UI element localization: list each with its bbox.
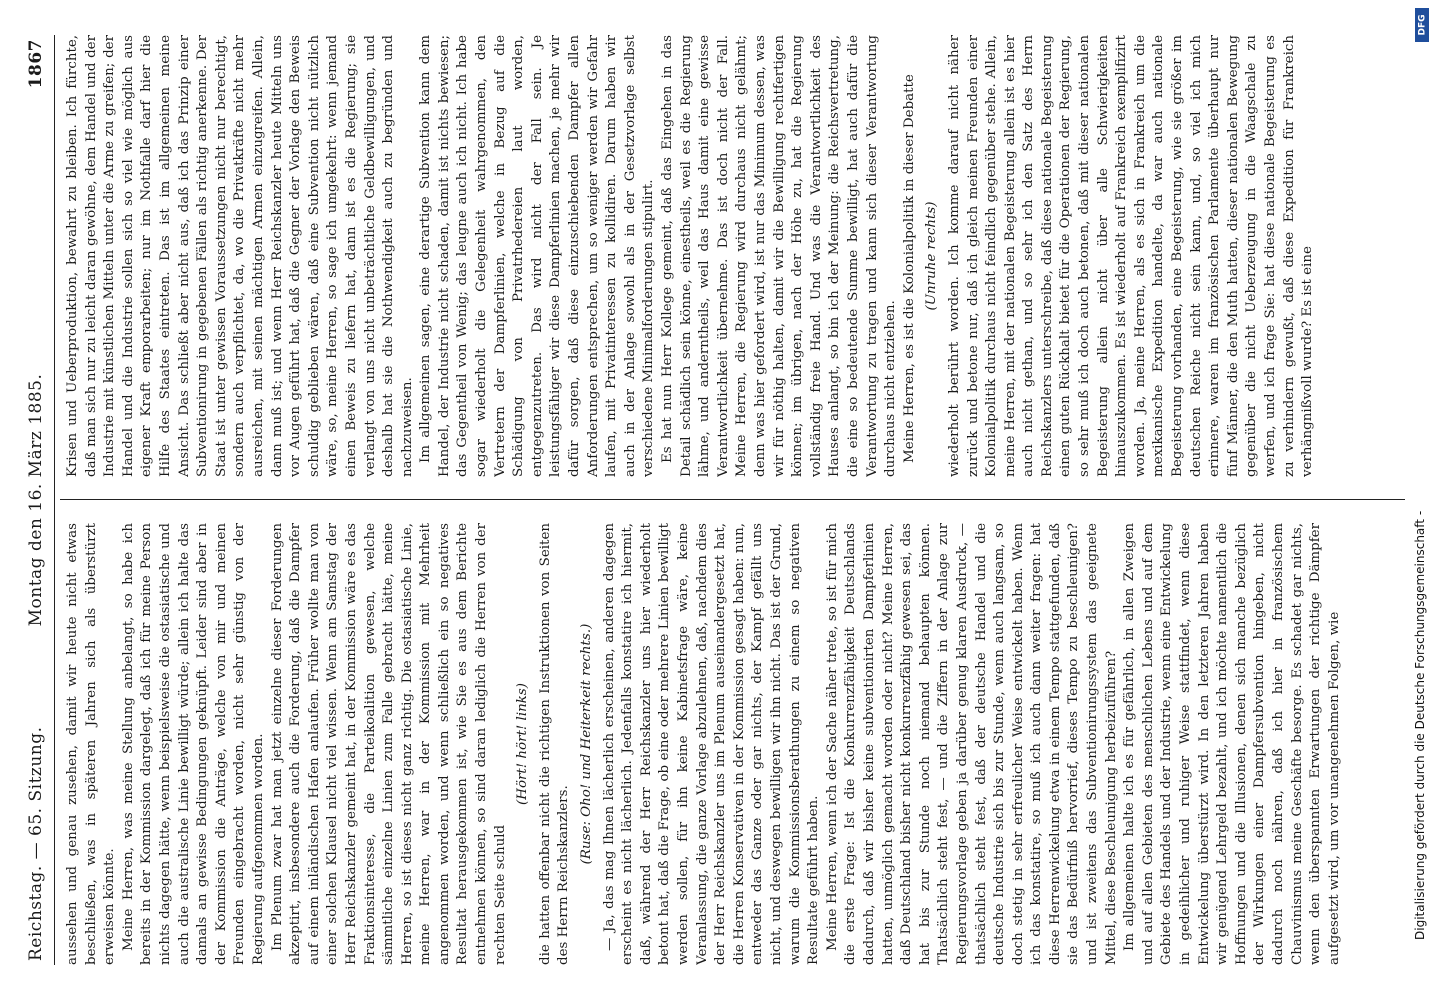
interjection: (Unruhe rechts) bbox=[924, 201, 940, 311]
paragraph: Im Plenum zwar hat man jetzt einzelne dieser Forderungen akzeptirt, insbesondere auch die Forderung, daß die Dampfer auf einem inländischen Hafen anlaufen. Früher wollte man von einer solchen Klausel nicht viel wissen. Wenn am Samstag der Herr Reichskanzler gemeint hat, in der Kommission wäre es das Fraktionsinteresse, die Parteikoalition gewesen, welche sämmtliche einzelne Linien zum Falle gebracht hätte, meine Herren, so ist dieses nicht ganz richtig. Die ostasiatische Linie, meine Herren, war in der Kommission mit Mehrheit angenommen worden, und wenn schließlich ein so negatives Resultat herausgekommen ist, wie Sie es aus dem Berichte entnehmen können, so sind daran lediglich die Herren von der rechten Seite schuld bbox=[269, 523, 508, 965]
paragraph: aussehen und genau zusehen, damit wir heute nicht etwas beschließen, was in späteren Jahren sich als überstürzt erweisen könnte. bbox=[65, 523, 118, 965]
digitization-credit-text: Digitalisierung gefördert durch die Deutsche Forschungsgemeinschaft - bbox=[1413, 510, 1427, 940]
left-column bbox=[64, 523, 1404, 965]
paragraph: Krisen und Ueberproduktion, bewahrt zu bleiben. Ich fürchte, daß man sich nur zu leicht daran gewöhne, dem Handel und der Industrie mit künstlichen Mitteln unter die Arme zu greifen; der Handel und die Industrie sollen sich so viel wie möglich aus eigener Kraft emporarbeiten; nur im Nothfalle darf hier die Hilfe des Staates eintreten. Das ist im allgemeinen meine Ansicht. Das schließt aber nicht aus, daß ich das Prinzip einer Subventionirung in gegebenen Fällen als richtig anerkenne. Der Staat ist unter gewissen Voraussetzungen nicht nur berechtigt, sondern auch verpflichtet, da, wo die Privatkräfte nicht mehr ausreichen, mit seinen mächtigen Armen einzugreifen. Allein, dann muß ist; und wenn Herr Reichskanzler heute Mitteln uns vor Augen geführt hat, daß die Gegner der Vorlage den Beweis schuldig geblieben wären, daß eine Subvention nicht nützlich wäre, so, meine Herren, so sage ich umgekehrt: wenn jemand einen Beweis zu liefern hat, dann ist es die Regierung; sie verlangt von uns nicht unbeträchtliche Geldbewilligungen, und deshalb hat sie die Nothwendigkeit auch zu begründen und nachzuweisen. bbox=[65, 35, 415, 477]
header-session: Reichstag. — 65. Sitzung. bbox=[26, 726, 46, 961]
paragraph: wiederholt berührt worden. Ich komme darauf nicht näher zurück und betone nur, daß ich gleich meinen Freunden einer Kolonialpolitik durchaus nicht feindlich gegenüber stehe. Allein, meine Herren, mit der nationalen Begeisterung allein ist es hier auch nicht gethan, und so sehr ich den Satz des Herrn Reichskanzlers unterschreibe, daß diese nationale Begeisterung einen guten Rückhalt bietet für die Operationen der Regierung, so sehr muß ich doch auch betonen, daß mit dieser nationalen Begeisterung allein nicht über alle Schwierigkeiten hinauszukommen. Es ist wiederholt auf Frankreich exemplifizirt worden. Ja, meine Herren, als es sich in Frankreich um die mexikanische Expedition handelte, da war auch nationale Begeisterung vorhanden, eine Begeisterung, wie sie größer im deutschen Reiche nicht sein kann, und, so viel ich mich erinnere, waren im französischen Parlamente überhaupt nur fünf Männer, die den Muth hatten, dieser nationalen Bewegung gegenüber die nicht Ueberzeugung in die Waagschale zu werfen, und ich frage Sie: hat diese nationale Begeisterung es zu verhindern gewußt, daß diese Expedition für Frankreich verhängnißvoll wurde? Es ist eine bbox=[946, 35, 1316, 477]
interjection: (Hört! hört! links) bbox=[515, 683, 531, 805]
paragraph: Meine Herren, was meine Stellung anbelangt, so habe ich bereits in der Kommission dargelegt, daß ich für meine Person nichts dagegen hätte, wenn beispielsweise die ostasiatische und auch die australische Linie bewilligt würde; allein ich halte das damals an gewisse Bedingungen geknüpft. Leider sind aber in der Kommission die Anträge, welche von mir und meinen Freunden eingebracht worden, nicht sehr günstig von der Regierung aufgenommen worden. bbox=[120, 523, 266, 965]
newspaper-page bbox=[20, 35, 1410, 965]
interjection: (Ruse: Oho! und Heiterkeit rechts.) bbox=[579, 623, 595, 865]
dfg-logo-text: DFG bbox=[1417, 14, 1428, 36]
digitization-credit bbox=[1412, 0, 1430, 1000]
page-header bbox=[20, 35, 55, 965]
paragraph: Es hat nun Herr Kollege gemeint, daß das Eingehen in das Detail schädlich sein könne, einestheils, weil es die Regierung lähme, und anderntheils, weil das Haus damit eine gewisse Verantwortlichkeit übernehme. Das ist doch nicht der Fall. Meine Herren, die Regierung wird durchaus nicht gelähmt; denn was hier gefordert wird, ist nur das Minimum dessen, was wir für nöthig halten, damit wir die Bewilligung rechtfertigen können; im übrigen, nach der Höhe zu, hat die Regierung vollständig freie Hand. Und was die Verantwortlichkeit des Hauses anlangt, so bin ich der Meinung: die Reichsvertretung, die eine so bedeutende Summe bewilligt, hat auch dafür die Verantwortung zu tragen und kann sich dieser Verantwortung durchaus nicht entziehen. bbox=[660, 35, 899, 477]
paragraph: die hatten offenbar nicht die richtigen Instruktionen von Seiten des Herrn Reichskanzlers. bbox=[537, 523, 572, 965]
paragraph: Im allgemeinen sagen, eine derartige Subvention kann dem Handel, der Industrie nicht schaden, damit ist nichts bewiesen; das Gegentheil von Wenig; das leugne auch ich nicht. Ich habe sogar wiederholt die Gelegenheit wahrgenommen, den Vertretern der Dampferlinien, welche in Bezug auf die Schädigung von Privatrhedereien laut worden, entgegenzutreten. Das wird nicht der Fall sein. Je leistungsfähiger wir diese Dampferlinien machen, je mehr wir dafür sorgen, daß diese einzuschiebenden Dampfer allen Anforderungen entsprechen, um so weniger werden wir Gefahr laufen, mit Privatinteressen zu kollidiren. Darum haben wir auch in der Anlage sowohl als in der Gesetzvorlage selbst verschiedene Minimalforderungen stipulirt. bbox=[418, 35, 657, 477]
paragraph: Meine Herren, wenn ich der Sache näher trete, so ist für mich die erste Frage: Ist die Konkurrenzfähigkeit Deutschlands dadurch, daß wir bisher keine subventionirten Dampferlinien hatten, unmöglich gemacht worden oder nicht? Meine Herren, daß Deutschland bisher nicht konkurrenzfähig gewesen sei, das hat bis zur Stunde noch niemand behaupten können. Thatsächlich steht fest, — und die Ziffern in der Anlage zur Regierungsvorlage geben ja darüber genug klaren Ausdruck, — thatsächlich steht fest, daß der deutsche Handel und die deutsche Industrie sich bis zur Stunde, wenn auch langsam, so doch stetig in sehr erfreulicher Weise entwickelt haben. Wenn ich das konstatire, so muß ich auch dann weiter fragen: hat diese Herrenwickelung etwa in einem Tempo stattgefunden, daß sie das Bedürfniß hervorrief, dieses Tempo zu beschleunigen? und ist zweitens das Subventionirungssystem das geeignete Mittel, diese Beschleunigung herbeizuführen? bbox=[824, 523, 1119, 965]
dfg-logo bbox=[1415, 8, 1429, 42]
right-column bbox=[64, 35, 1404, 477]
paragraph: Im allgemeinen halte ich es für gefährlich, in allen Zweigen und auf allen Gebieten des menschlichen Lebens und auf dem Gebiete des Handels und der Industrie, wenn eine Entwickelung in gedeihlicher und ruhiger Weise stattfindet, wenn diese Entwickelung überstürzt wird. In den letzteren Jahren haben wir genügend Lehrgeld bezahlt, und ich möchte namentlich die Hoffnungen und die Illusionen, denen sich manche bezüglich der Wirkungen einer Dampfersubvention hingeben, nicht dadurch noch nähren, daß ich hier in französischem Chauvinismus meine Geschäfte besorge. Es schadet gar nichts, wenn den überspannten Erwartungen der richtige Dämpfer aufgesetzt wird, um vor unangenehmen Folgen, wie bbox=[1122, 523, 1342, 965]
paragraph: Meine Herren, es ist die Kolonialpolitik in dieser Debatte bbox=[901, 74, 917, 463]
paragraph: — Ja, das mag Ihnen lächerlich erscheinen, anderen dagegen erscheint es nicht lächerlich. Jedenfalls konstatire ich hiermit, daß, während der Herr Reichskanzler uns hier wiederholt betont hat, daß die Frage, ob eine oder mehrere Linien bewilligt werden sollen, für ihn keine Kabinetsfrage wäre, keine Veranlassung, die ganze Vorlage abzulehnen, daß, nachdem dies der Herr Reichskanzler uns im Plenum auseinandergesetzt hat, die Herren Konservativen in der Kommission gesagt haben: nun, entweder das Ganze oder gar nichts, der Kampf gefällt uns nicht, und deswegen bewilligen wir ihn nicht. Das ist der Grund, warum die Kommissionsberathungen zu einem so negativen Resultate geführt haben. bbox=[601, 523, 822, 965]
column-divider bbox=[60, 499, 1405, 500]
header-date: Montag den 16. März 1885. bbox=[26, 373, 46, 627]
page-number: 1867 bbox=[26, 39, 46, 89]
